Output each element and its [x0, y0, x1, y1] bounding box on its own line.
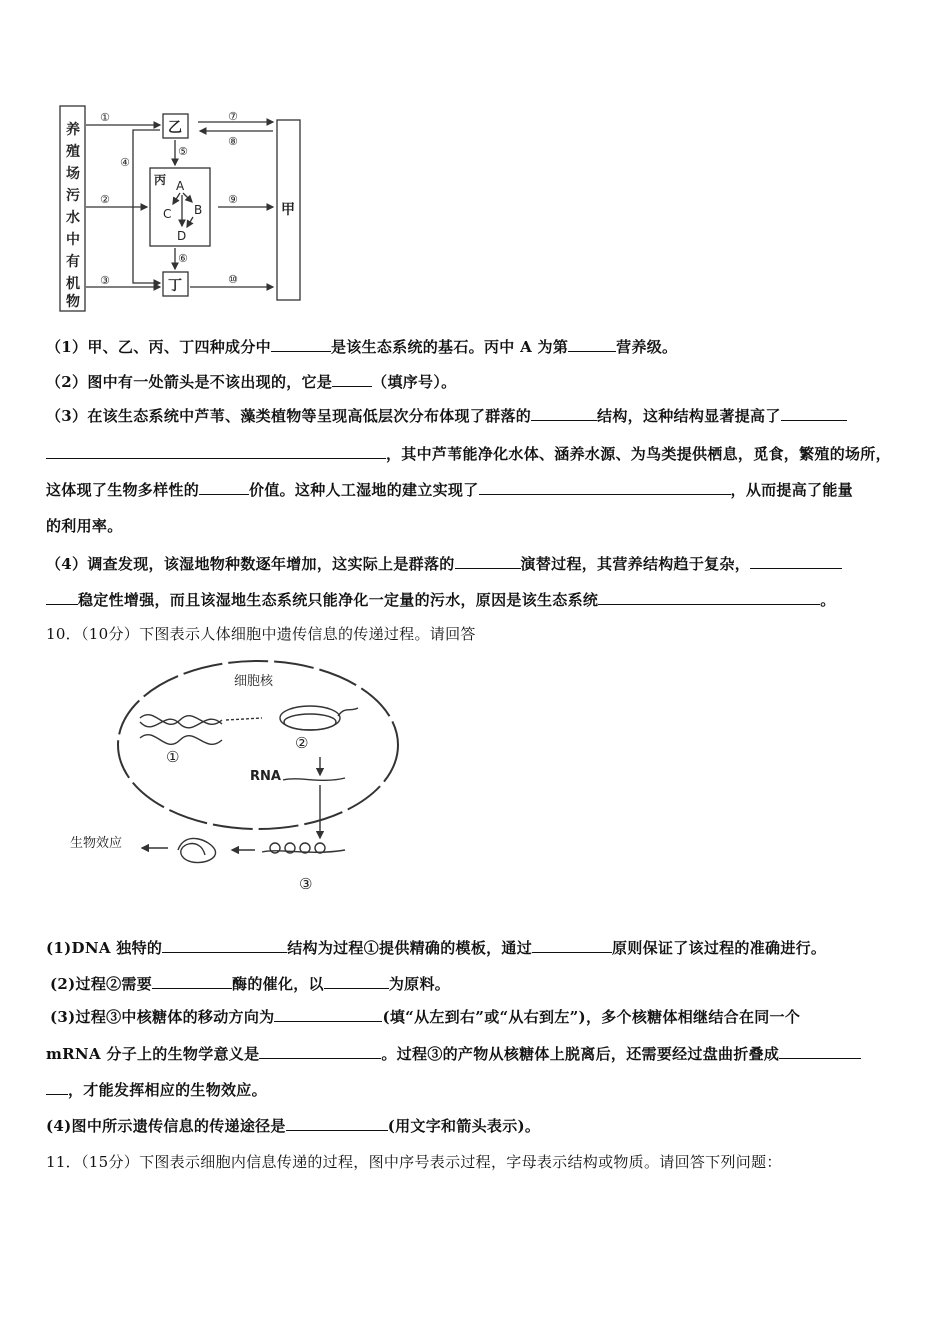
- gene-expression-diagram: [0, 655, 420, 895]
- answer-blank[interactable]: [46, 446, 386, 459]
- answer-blank[interactable]: [781, 408, 847, 421]
- arrow-label: ⑦: [228, 110, 238, 123]
- source-char: 中: [66, 232, 80, 248]
- q10-part4: (4)图中所示遗传信息的传递途径是 (用文字和箭头表示)。: [46, 1117, 541, 1135]
- answer-blank[interactable]: [455, 556, 521, 569]
- answer-blank[interactable]: [532, 940, 612, 953]
- q9-part3-cont: 的利用率。: [46, 517, 123, 535]
- jia-label: 甲: [281, 202, 295, 218]
- rna-label: RNA: [250, 769, 281, 784]
- q9-part3-cont: 这体现了生物多样性的 价值。这种人工湿地的建立实现了 ，从而提高了能量: [46, 481, 853, 499]
- source-char: 有: [66, 254, 80, 270]
- q9-part1: （1）甲、乙、丙、丁四种成分中 是该生态系统的基石。丙中 A 为第 营养级。: [46, 338, 678, 356]
- q11-title: 11．（15分）下图表示细胞内信息传递的过程，图中序号表示过程，字母表示结构或物质。请回答下列问题：: [46, 1153, 782, 1171]
- node-a: A: [176, 179, 185, 193]
- answer-blank[interactable]: [332, 374, 372, 387]
- answer-blank[interactable]: [324, 976, 389, 989]
- node-d: D: [177, 229, 187, 243]
- q9-part4: （4）调查发现，该湿地物种数逐年增加，这实际上是群落的 演替过程，其营养结构趋于复杂，: [46, 553, 842, 574]
- ecosystem-diagram: [0, 95, 320, 325]
- q9-part4-cont: 稳定性增强，而且该湿地生态系统只能净化一定量的污水，原因是该生态系统 。: [46, 589, 836, 610]
- arrow-label: ③: [100, 274, 110, 287]
- arrow-label: ⑤: [178, 145, 188, 158]
- answer-blank[interactable]: [46, 592, 78, 605]
- node-b: B: [194, 203, 203, 217]
- answer-blank[interactable]: [162, 940, 287, 953]
- effect-label: 生物效应: [70, 836, 123, 851]
- arrow-label: ⑨: [228, 193, 238, 206]
- source-char: 场: [66, 166, 80, 182]
- answer-blank[interactable]: [531, 408, 597, 421]
- source-char: 机: [66, 276, 80, 292]
- source-char: 养: [66, 122, 80, 138]
- answer-blank[interactable]: [259, 1046, 381, 1059]
- answer-blank[interactable]: [779, 1046, 861, 1059]
- arrow-label: ⑩: [228, 273, 238, 286]
- ding-label: 丁: [168, 278, 182, 294]
- q10-part3-cont: mRNA 分子上的生物学意义是 。过程③的产物从核糖体上脱离后，还需要经过盘曲折叠成: [46, 1043, 861, 1064]
- source-char: 水: [66, 210, 80, 226]
- q10-part1: (1)DNA 独特的 结构为过程①提供精确的模板，通过 原则保证了该过程的准确进行。: [46, 939, 827, 957]
- q9-part3: （3）在该生态系统中芦苇、藻类植物等呈现高低层次分布体现了群落的 结构，这种结构显著提高了: [46, 405, 847, 426]
- source-char: 污: [66, 188, 80, 204]
- q9-part2: （2）图中有一处箭头是不该出现的，它是 （填序号）。: [46, 373, 457, 391]
- q10-part2: (2)过程②需要 酶的催化，以 为原料。: [50, 975, 451, 993]
- arrow-label: ⑧: [228, 135, 238, 148]
- answer-blank[interactable]: [46, 1082, 68, 1095]
- answer-blank[interactable]: [199, 482, 249, 495]
- answer-blank[interactable]: [568, 339, 616, 352]
- source-char: 殖: [66, 144, 80, 160]
- arrow-label: ⑥: [178, 252, 188, 265]
- q10-part3: (3)过程③中核糖体的移动方向为 (填“从左到右”或“从右到左”)，多个核糖体相继结合在同一个: [50, 1008, 801, 1026]
- bing-label: 丙: [154, 173, 167, 187]
- nucleus-label: 细胞核: [234, 674, 274, 689]
- q9-part3-cont: ，其中芦苇能净化水体、涵养水源、为鸟类提供栖息，觅食，繁殖的场所，: [46, 443, 891, 464]
- answer-blank[interactable]: [479, 482, 731, 495]
- answer-blank[interactable]: [598, 592, 820, 605]
- process-1-label: ①: [166, 748, 180, 766]
- source-char: 物: [66, 294, 80, 310]
- process-2-label: ②: [295, 734, 309, 752]
- arrow-label: ①: [100, 111, 110, 124]
- yi-label: 乙: [168, 120, 182, 136]
- node-c: C: [163, 207, 172, 221]
- arrow-label: ④: [120, 156, 130, 169]
- answer-blank[interactable]: [286, 1118, 388, 1131]
- process-3-label: ③: [299, 875, 313, 893]
- q10-part3-cont: ，才能发挥相应的生物效应。: [46, 1079, 267, 1100]
- answer-blank[interactable]: [274, 1009, 382, 1022]
- q10-title: 10．（10分）下图表示人体细胞中遗传信息的传递过程。请回答: [46, 625, 476, 643]
- answer-blank[interactable]: [271, 339, 331, 352]
- answer-blank[interactable]: [750, 556, 842, 569]
- answer-blank[interactable]: [152, 976, 232, 989]
- arrow-label: ②: [100, 193, 110, 206]
